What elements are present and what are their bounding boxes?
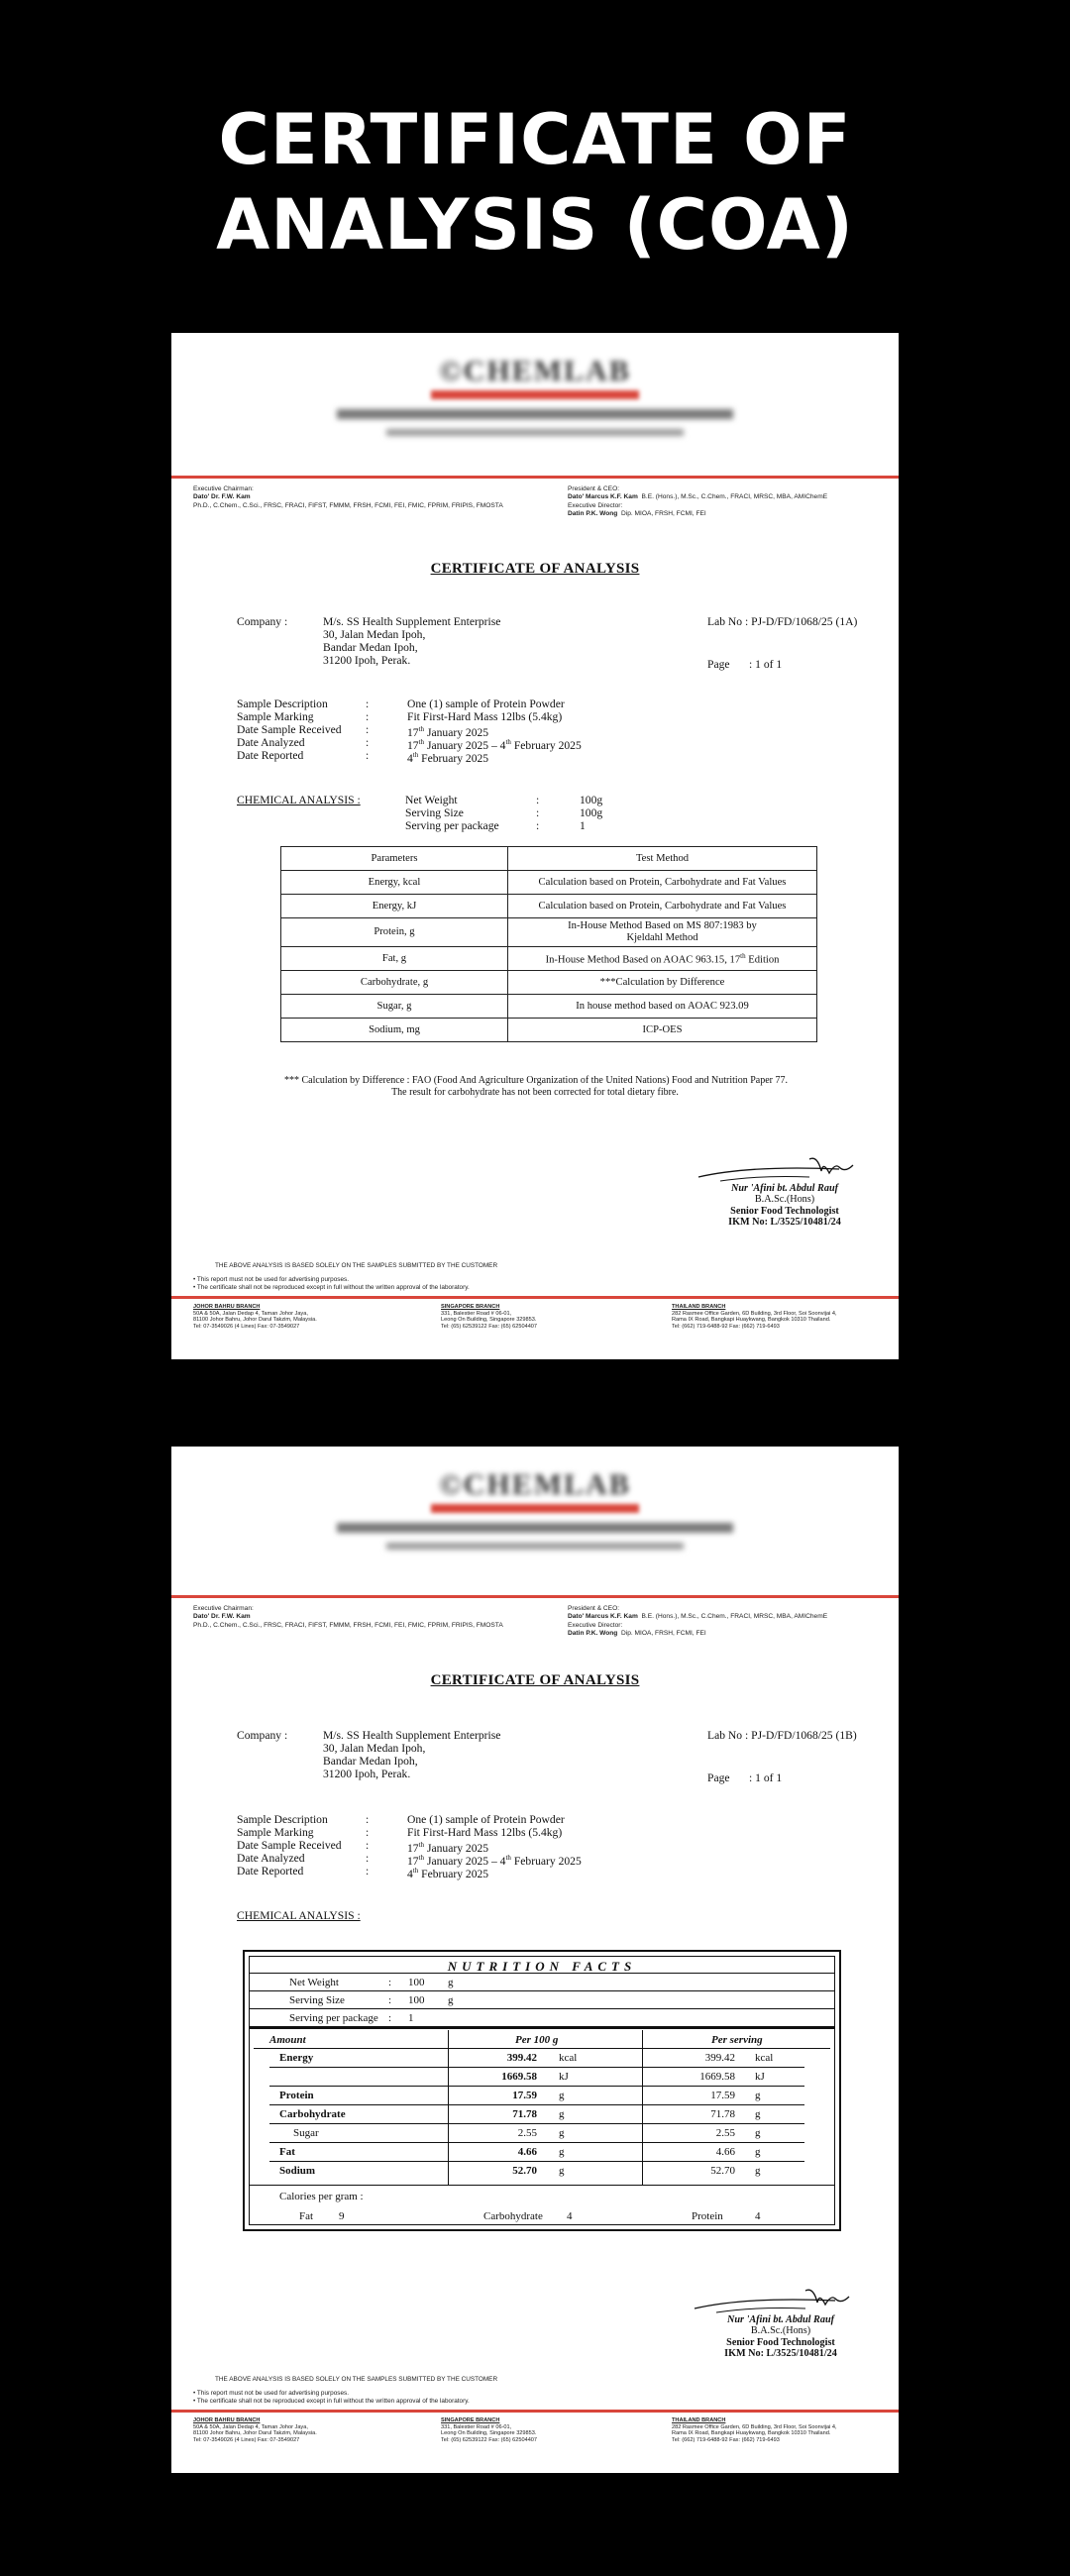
page-label: Page <box>707 658 730 671</box>
table-header-row <box>281 847 817 871</box>
lab-no-value: PJ-D/FD/1068/25 (1B) <box>751 1729 857 1742</box>
col-per-100g: Per 100 g <box>515 2034 559 2046</box>
col-amount: Amount <box>269 2034 306 2046</box>
chemical-analysis-label: CHEMICAL ANALYSIS : <box>237 794 361 806</box>
chairman-block <box>193 485 503 510</box>
certificate-page-1: ©CHEMLAB Executive Chairman: Dato' Dr. F.W. Kam Ph.D., C.Chem., C.Sci., FRSC, FRACI, FIFST, FMMM, FRSH, FCMI, FEI, FMIC, FPRIM, FRIPIS, FMOSTA President & CEO: Dato' Marcus K.F. Kam B.E. (Hons.), M.Sc., C.Chem., FRACI, MRSC, MBA, AMIChemE Executive Director: Datin P.K. Wong Dip. MIOA, FRSH, FCMI, FEI CERTIFICATE OF ANALYSIS Company : M/s. SS Health Supplement Enterprise 30, Jalan Medan Ipoh, Bandar Medan Ipoh, 31200 Ipoh, Perak. Lab No : PJ-D/FD/1068/25 (1A) Page : 1 of 1 Sample Description : One (1) sample of Protein Powder Sample Marking : Fit First-Hard Mass 12lbs (5.4kg) Date Sample Received : 17th January 2025 Date Analyzed : 17th January 2025 – 4th February 2025 Date Reported : 4th February 2025 CHEMICAL ANALYSIS : Net Weight : 100g Serving Size : 100g Serving per package : 1 Parameters Test Method Energy, kcal Calculation based on Protein, Carbohydrate and Fat Values Energy, kJ Calculation based on Protein, Carbohydrate and Fat Values Protein, g In-House Method Based on MS 807:1983 by Kjeldahl Method Fat, g In-House Method Based on AOAC 963.15, 17th Edition Carbohydrate, g ***Calculation by Difference Sugar, g In house method based on AOAC 923.09 Sodium, mg ICP-OES *** Calculation by Difference : FAO (Food And Agriculture Organization of the United Nations) Food and Nutrition Paper 77. The result for carbohydrate has not been corrected for total dietary fibre. Nur 'Afini bt. Abdul Rauf B.A.Sc.(Hons) Senior Food Technologist IKM No: L/3525/10481/24 THE ABOVE ANALYSIS IS BASED SOLELY ON THE SAMPLES SUBMITTED BY THE CUSTOMER • This report must not be used for advertising purposes. • The certificate shall not be reproduced except in full without the written approval of the laboratory. JOHOR BAHRU BRANCH 50A & 50A, Jalan Dedap 4, Taman Johor Jaya, 81100 Johor Bahru, Johor Darul Takzim, Malaysia. Tel: 07-3549026 (4 Lines) Fax: 07-3549027 SINGAPORE BRANCH 331, Balestier Road # 06-01, Leong On Building, Singapore 329853. Tel: (65) 62539122 Fax: (65) 62504407 THAILAND BRANCH 282 Rasmee Office Garden, 6D Building, 3rd Floor, Soi Soonvijai 4, Rama IX Road, Bangkapi Huaykwang, Bangkok 10310 Thailand. Tel: (662) 719-6488-92 Fax: (662) 719-6493 <box>171 333 899 1359</box>
header-parameters: Parameters <box>281 847 508 871</box>
table-row: Energy, kcal Calculation based on Protein, Carbohydrate and Fat Values <box>281 871 817 895</box>
company-address-3: 31200 Ipoh, Perak. <box>323 654 411 667</box>
nutrition-row-per-serving: 4.66 <box>715 2146 735 2158</box>
company-label: Company : <box>237 615 288 628</box>
document-title: CERTIFICATE OF ANALYSIS <box>430 1672 640 1688</box>
table-row: Protein, g In-House Method Based on MS 807:1983 by Kjeldahl Method <box>281 918 817 947</box>
table-row: Sodium, mg ICP-OES <box>281 1019 817 1042</box>
letterhead-blurred-subtext <box>386 429 684 436</box>
nutrition-row-unit-100: g <box>559 2165 565 2177</box>
nutrition-row-unit-serving: kJ <box>755 2071 765 2083</box>
nutrition-row-unit-100: kcal <box>559 2052 578 2064</box>
net-weight-value: 100g <box>580 794 603 806</box>
letterhead-blurred-subtext <box>386 1543 684 1550</box>
certificate-page-2: ©CHEMLAB Executive Chairman: Dato' Dr. F.W. Kam Ph.D., C.Chem., C.Sci., FRSC, FRACI, FIFST, FMMM, FRSH, FCMI, FEI, FMIC, FPRIM, FRIPIS, FMOSTA President & CEO: Dato' Marcus K.F. Kam B.E. (Hons.), M.Sc., C.Chem., FRACI, MRSC, MBA, AMIChemE Executive Director: Datin P.K. Wong Dip. MIOA, FRSH, FCMI, FEI CERTIFICATE OF ANALYSIS Company : M/s. SS Health Supplement Enterprise 30, Jalan Medan Ipoh, Bandar Medan Ipoh, 31200 Ipoh, Perak. Lab No : PJ-D/FD/1068/25 (1B) Page : 1 of 1 Sample Description : One (1) sample of Protein Powder Sample Marking : Fit First-Hard Mass 12lbs (5.4kg) Date Sample Received : 17th January 2025 Date Analyzed : 17th January 2025 – 4th February 2025 Date Reported : 4th February 2025 CHEMICAL ANALYSIS : NUTRITION FACTS Net Weight : 100 g Serving Size : 100 g Serving per package : 1 Amount Per 100 g Per serving Energy 399.42 kcal 399.42 kcal 1669.58 kJ 1669.58 kJ Protein 17.59 g 17.59 g Carbohydrate 71.78 g 71.78 g Sugar 2.55 g 2.55 g Fat 4.66 g 4.66 g Sodium 52.70 g 52.70 g Calories per gram : Fat 9 Carbohydrate 4 Protein 4 Nur 'Afini bt. Abdul Rauf B.A.Sc.(Hons) Senior Food Technologist IKM No: L/3525/10481/24 THE ABOVE ANALYSIS IS BASED SOLELY ON THE SAMPLES SUBMITTED BY THE CUSTOMER • This report must not be used for advertising purposes. • The certificate shall not be reproduced except in full without the written approval of the laboratory. JOHOR BAHRU BRANCH 50A & 50A, Jalan Dedap 4, Taman Johor Jaya, 81100 Johor Bahru, Johor Darul Takzim, Malaysia. Tel: 07-3549026 (4 Lines) Fax: 07-3549027 SINGAPORE BRANCH 331, Balestier Road # 06-01, Leong On Building, Singapore 329853. Tel: (65) 62539122 Fax: (65) 62504407 THAILAND BRANCH 282 Rasmee Office Garden, 6D Building, 3rd Floor, Soi Soonvijai 4, Rama IX Road, Bangkapi Huaykwang, Bangkok 10310 Thailand. Tel: (662) 719-6488-92 Fax: (662) 719-6493 <box>171 1447 899 2473</box>
page-banner <box>0 97 1070 268</box>
chemical-analysis-label: CHEMICAL ANALYSIS : <box>237 1909 361 1922</box>
nutrition-row-unit-serving: g <box>755 2165 761 2177</box>
company-label: Company : <box>237 1729 288 1742</box>
nutrition-row-per100: 1669.58 <box>501 2071 537 2083</box>
nutrition-row-per-serving: 71.78 <box>710 2108 735 2120</box>
branch-thailand: THAILAND BRANCH 282 Rasmee Office Garden, 6D Building, 3rd Floor, Soi Soonvijai 4, Rama IX Road, Bangkapi Huaykwang, Bangkok 10310 Thailand. Tel: (662) 719-6488-92 Fax: (662) 719-6493 <box>672 2417 837 2443</box>
col-per-serving: Per serving <box>711 2034 763 2046</box>
nutrition-facts-panel: NUTRITION FACTS Net Weight : 100 g Serving Size : 100 g Serving per package : 1 Amount Per 100 g Per serving Energy 399.42 kcal 399.42 kcal 1669.58 kJ 1669.58 kJ Protein 17.59 g 17.59 g Carbohydrate 71.78 g 71.78 g Sugar 2.55 g 2.55 g Fat 4.66 g 4.66 g Sodium 52.70 g 52.70 g Calories per gram : Fat 9 Carbohydrate 4 Protein 4 <box>243 1950 841 2231</box>
president-name: Dato' Marcus K.F. Kam <box>568 493 638 501</box>
company-name: M/s. SS Health Supplement Enterprise <box>323 615 501 628</box>
analysis-basis-note: THE ABOVE ANALYSIS IS BASED SOLELY ON THE SAMPLES SUBMITTED BY THE CUSTOMER <box>215 2376 498 2383</box>
nutrition-row-per100: 52.70 <box>512 2165 537 2177</box>
lab-logo: ©CHEMLAB <box>439 1468 631 1501</box>
nutrition-row-label: Sodium <box>279 2165 316 2177</box>
nutrition-row-unit-serving: g <box>755 2146 761 2158</box>
nutrition-row-label: Carbohydrate <box>279 2108 346 2120</box>
banner-line-1: CERTIFICATE OF <box>218 99 852 180</box>
reproduction-note: • The certificate shall not be reproduced except in full without the written approval of the laboratory. <box>193 1284 470 1291</box>
nutrition-facts-title: NUTRITION FACTS <box>447 1959 637 1974</box>
director-role: Executive Director: <box>568 501 623 509</box>
nutrition-row-per-serving: 52.70 <box>710 2165 735 2177</box>
letterhead-blurred-text <box>337 1523 733 1533</box>
company-address-1: 30, Jalan Medan Ipoh, <box>323 628 426 641</box>
table-row: Fat, g In-House Method Based on AOAC 963.15, 17th Edition <box>281 947 817 971</box>
lab-no: Lab No : PJ-D/FD/1068/25 (1B) <box>707 1729 857 1742</box>
branch-singapore: SINGAPORE BRANCH 331, Balestier Road # 06-01, Leong On Building, Singapore 329853. Tel: (65) 62539122 Fax: (65) 62504407 <box>441 1304 538 1330</box>
nutrition-row-per-serving: 1669.58 <box>699 2071 735 2083</box>
chairman-quals: Ph.D., C.Chem., C.Sci., FRSC, FRACI, FIFST, FMMM, FRSH, FCMI, FEI, FMIC, FPRIM, FRIPIS, FMOSTA <box>193 501 503 509</box>
letterhead-blurred-text <box>337 409 733 419</box>
president-block: President & CEO: Dato' Marcus K.F. Kam B.E. (Hons.), M.Sc., C.Chem., FRACI, MRSC, MBA, AMIChemE Executive Director: Datin P.K. Wong Dip. MIOA, FRSH, FCMI, FEI <box>568 1605 828 1638</box>
table-row: Carbohydrate, g ***Calculation by Difference <box>281 971 817 995</box>
nutrition-row-label: Fat <box>279 2146 295 2158</box>
nutrition-row-label: Sugar <box>293 2127 319 2139</box>
serving-size-value: 100g <box>580 806 603 819</box>
signature-icon <box>687 2285 855 2318</box>
nutrition-row-unit-serving: g <box>755 2090 761 2101</box>
signature-icon <box>691 1153 859 1187</box>
advertising-note: • This report must not be used for advertising purposes. <box>193 1276 349 1283</box>
lab-logo: ©CHEMLAB <box>439 355 631 387</box>
nutrition-row-unit-100: g <box>559 2108 565 2120</box>
table-row: Energy, kJ Calculation based on Protein, Carbohydrate and Fat Values <box>281 895 817 918</box>
branch-johor: JOHOR BAHRU BRANCH 50A & 50A, Jalan Dedap 4, Taman Johor Jaya, 81100 Johor Bahru, Johor Darul Takzim, Malaysia. Tel: 07-3549026 (4 Lines) Fax: 07-3549027 <box>193 1304 317 1330</box>
nutrition-row-label: Protein <box>279 2090 314 2101</box>
nutrition-row-per100: 4.66 <box>517 2146 537 2158</box>
logo-bar <box>431 1504 639 1513</box>
lab-no-value: PJ-D/FD/1068/25 (1A) <box>751 615 858 628</box>
nutrition-row-label: Energy <box>279 2052 314 2064</box>
company-name: M/s. SS Health Supplement Enterprise <box>323 1729 501 1742</box>
nutrition-row-unit-100: g <box>559 2127 565 2139</box>
nutrition-row-unit-serving: kcal <box>755 2052 774 2064</box>
branch-johor: JOHOR BAHRU BRANCH 50A & 50A, Jalan Dedap 4, Taman Johor Jaya, 81100 Johor Bahru, Johor Darul Takzim, Malaysia. Tel: 07-3549026 (4 Lines) Fax: 07-3549027 <box>193 2417 317 2443</box>
nutrition-row-unit-100: kJ <box>559 2071 569 2083</box>
per-package-value: 1 <box>580 819 586 832</box>
signatory-title: Senior Food Technologist <box>730 1205 839 1217</box>
signatory-name: Nur 'Afini bt. Abdul Rauf <box>730 1183 839 1194</box>
branch-thailand: THAILAND BRANCH 282 Rasmee Office Garden, 6D Building, 3rd Floor, Soi Soonvijai 4, Rama IX Road, Bangkapi Huaykwang, Bangkok 10310 Thailand. Tel: (662) 719-6488-92 Fax: (662) 719-6493 <box>672 1304 837 1330</box>
lab-no: Lab No : PJ-D/FD/1068/25 (1A) <box>707 615 858 628</box>
banner-line-2: ANALYSIS (COA) <box>216 184 854 266</box>
lab-letterhead <box>171 1468 899 1550</box>
nutrition-row-per-serving: 399.42 <box>704 2052 735 2064</box>
president-quals: B.E. (Hons.), M.Sc., C.Chem., FRACI, MRSC, MBA, AMIChemE <box>641 493 828 501</box>
chairman-role: Executive Chairman: <box>193 485 254 492</box>
footer-red-line <box>171 1296 899 1299</box>
table-row: Sugar, g In house method based on AOAC 923.09 <box>281 995 817 1019</box>
nutrition-row-per100: 17.59 <box>512 2090 537 2101</box>
branch-singapore: SINGAPORE BRANCH 331, Balestier Road # 06-01, Leong On Building, Singapore 329853. Tel: (65) 62539122 Fax: (65) 62504407 <box>441 2417 538 2443</box>
letterhead-red-line <box>171 476 899 479</box>
nutrition-row-per100: 2.55 <box>517 2127 537 2139</box>
signatory-ikm: IKM No: L/3525/10481/24 <box>728 1217 841 1229</box>
lab-letterhead <box>171 355 899 436</box>
nutrition-row-unit-100: g <box>559 2146 565 2158</box>
serving-size-label: Serving Size <box>405 806 464 819</box>
director-name: Datin P.K. Wong <box>568 510 618 518</box>
signatory-block <box>700 1183 869 1229</box>
analysis-basis-note: THE ABOVE ANALYSIS IS BASED SOLELY ON THE SAMPLES SUBMITTED BY THE CUSTOMER <box>215 1262 498 1269</box>
letterhead-red-line <box>171 1595 899 1598</box>
director-quals: Dip. MIOA, FRSH, FCMI, FEI <box>620 510 706 518</box>
nutrition-row-per100: 399.42 <box>506 2052 537 2064</box>
page-value: : 1 of 1 <box>749 658 783 671</box>
logo-bar <box>431 390 639 399</box>
signatory-block: Nur 'Afini bt. Abdul Rauf B.A.Sc.(Hons) Senior Food Technologist IKM No: L/3525/10481/24 <box>696 2314 865 2360</box>
per-package-label: Serving per package <box>405 819 499 832</box>
chairman-block: Executive Chairman: Dato' Dr. F.W. Kam Ph.D., C.Chem., C.Sci., FRSC, FRACI, FIFST, FMMM, FRSH, FCMI, FEI, FMIC, FPRIM, FRIPIS, FMOSTA <box>193 1605 503 1629</box>
chairman-name: Dato' Dr. F.W. Kam <box>193 493 251 501</box>
president-role: President & CEO: <box>568 485 620 492</box>
test-method-table <box>280 846 817 1042</box>
calc-note-1: *** Calculation by Difference : FAO (Food And Agriculture Organization of the United Nations) Food and Nutrition Paper 77. <box>284 1075 788 1086</box>
header-test-method: Test Method <box>508 847 817 871</box>
calc-note-2: The result for carbohydrate has not been corrected for total dietary fibre. <box>391 1087 679 1098</box>
president-block <box>568 485 827 519</box>
nutrition-row-unit-serving: g <box>755 2127 761 2139</box>
signatory-degree: B.A.Sc.(Hons) <box>754 1194 815 1206</box>
company-address-2: Bandar Medan Ipoh, <box>323 641 418 654</box>
net-weight-label: Net Weight <box>405 794 458 806</box>
calories-per-gram-label: Calories per gram : <box>279 2191 364 2202</box>
nutrition-row-per-serving: 17.59 <box>710 2090 735 2101</box>
nutrition-row-per-serving: 2.55 <box>715 2127 735 2139</box>
nutrition-row-per100: 71.78 <box>512 2108 537 2120</box>
document-title: CERTIFICATE OF ANALYSIS <box>430 561 640 577</box>
nutrition-row-unit-100: g <box>559 2090 565 2101</box>
nutrition-row-unit-serving: g <box>755 2108 761 2120</box>
